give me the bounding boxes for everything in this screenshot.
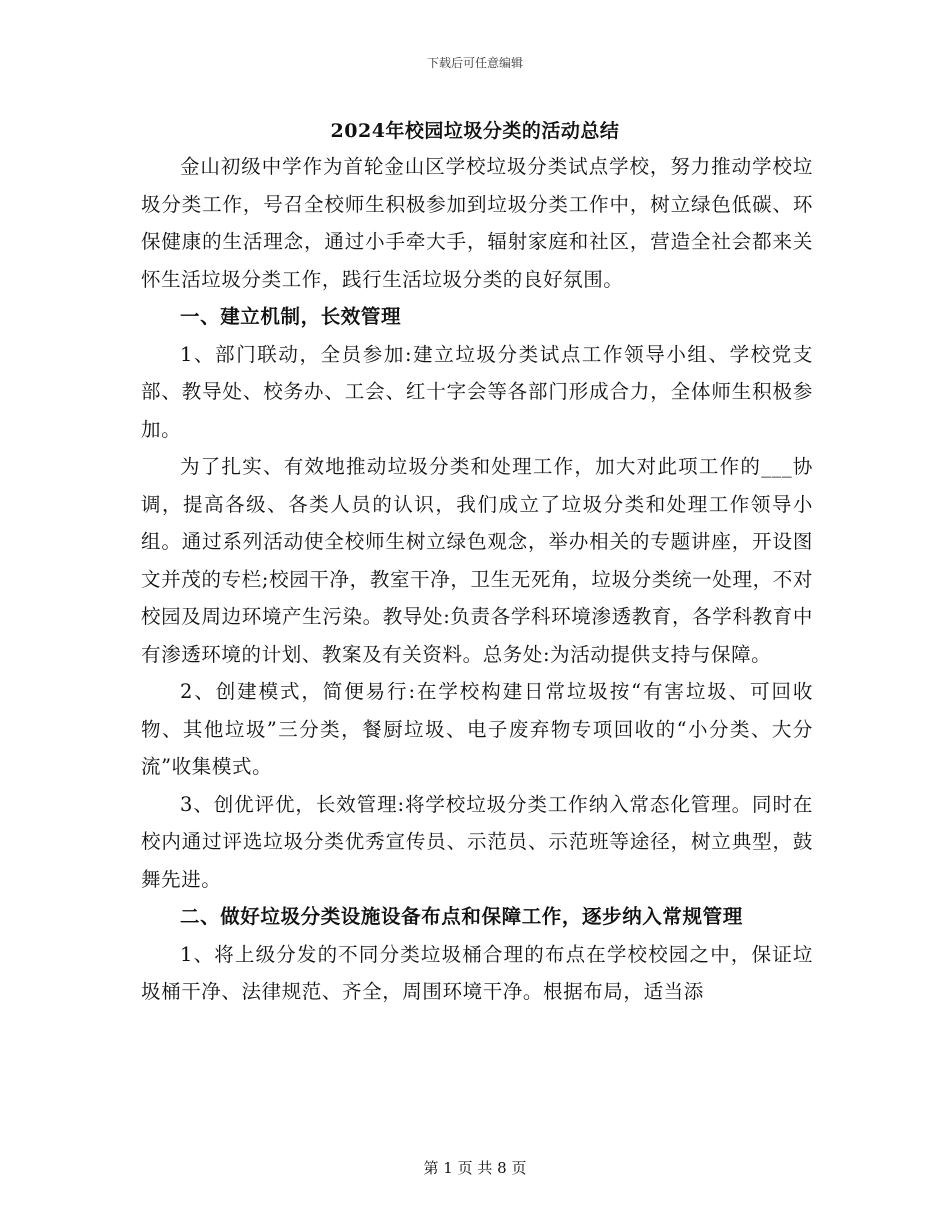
- paragraph-intro: 金山初级中学作为首轮金山区学校垃圾分类试点学校，努力推动学校垃圾分类工作，号召全校师生积极参加到垃圾分类工作中，树立绿色低碳、环保健康的生活理念，通过小手牵大手，辐射家庭和社区，营造全社会都来关怀生活垃圾分类工作，践行生活垃圾分类的良好氛围。: [141, 155, 813, 291]
- section-heading-2: 二、做好垃圾分类设施设备布点和保障工作，逐步纳入常规管理: [180, 905, 743, 928]
- paragraph-detail: 为了扎实、有效地推动垃圾分类和处理工作，加大对此项工作的___协调，提高各级、各类人员的认识，我们成立了垃圾分类和处理工作领导小组。通过系列活动使全校师生树立绿色观念，举办相关的专题讲座，开设图文并茂的专栏;校园干净，教室干净，卫生无死角，垃圾分类统一处理，不对校园及周边环境产生污染。教导处:负责各学科环境渗透教育，各学科教育中有渗透环境的计划、教案及有关资料。总务处:为活动提供支持与保障。: [141, 455, 813, 666]
- document-title: 2024年校园垃圾分类的活动总结: [330, 120, 620, 142]
- paragraph-item-3: 3、创优评优，长效管理:将学校垃圾分类工作纳入常态化管理。同时在校内通过评选垃圾分类优秀宣传员、示范员、示范班等途径，树立典型，鼓舞先进。: [141, 792, 813, 891]
- page-footer: 第 1 页 共 8 页: [423, 1159, 527, 1177]
- header-note: 下载后可任意编辑: [426, 56, 523, 70]
- paragraph-item-2: 2、创建模式，简便易行:在学校构建日常垃圾按“有害垃圾、可回收物、其他垃圾”三分类，餐厨垃圾、电子废弃物专项回收的“小分类、大分流”收集模式。: [141, 680, 813, 778]
- document-body: [141, 148, 813, 1011]
- paragraph-section2-item-1: 1、将上级分发的不同分类垃圾桶合理的布点在学校校园之中，保证垃圾桶干净、法律规范、齐全，周围环境干净。根据布局，适当添: [141, 942, 813, 1003]
- paragraph-item-1: 1、部门联动，全员参加:建立垃圾分类试点工作领导小组、学校党支部、教导处、校务办、工会、红十字会等各部门形成合力，全体师生积极参加。: [141, 342, 813, 441]
- section-heading-1: 一、建立机制，长效管理: [180, 305, 402, 328]
